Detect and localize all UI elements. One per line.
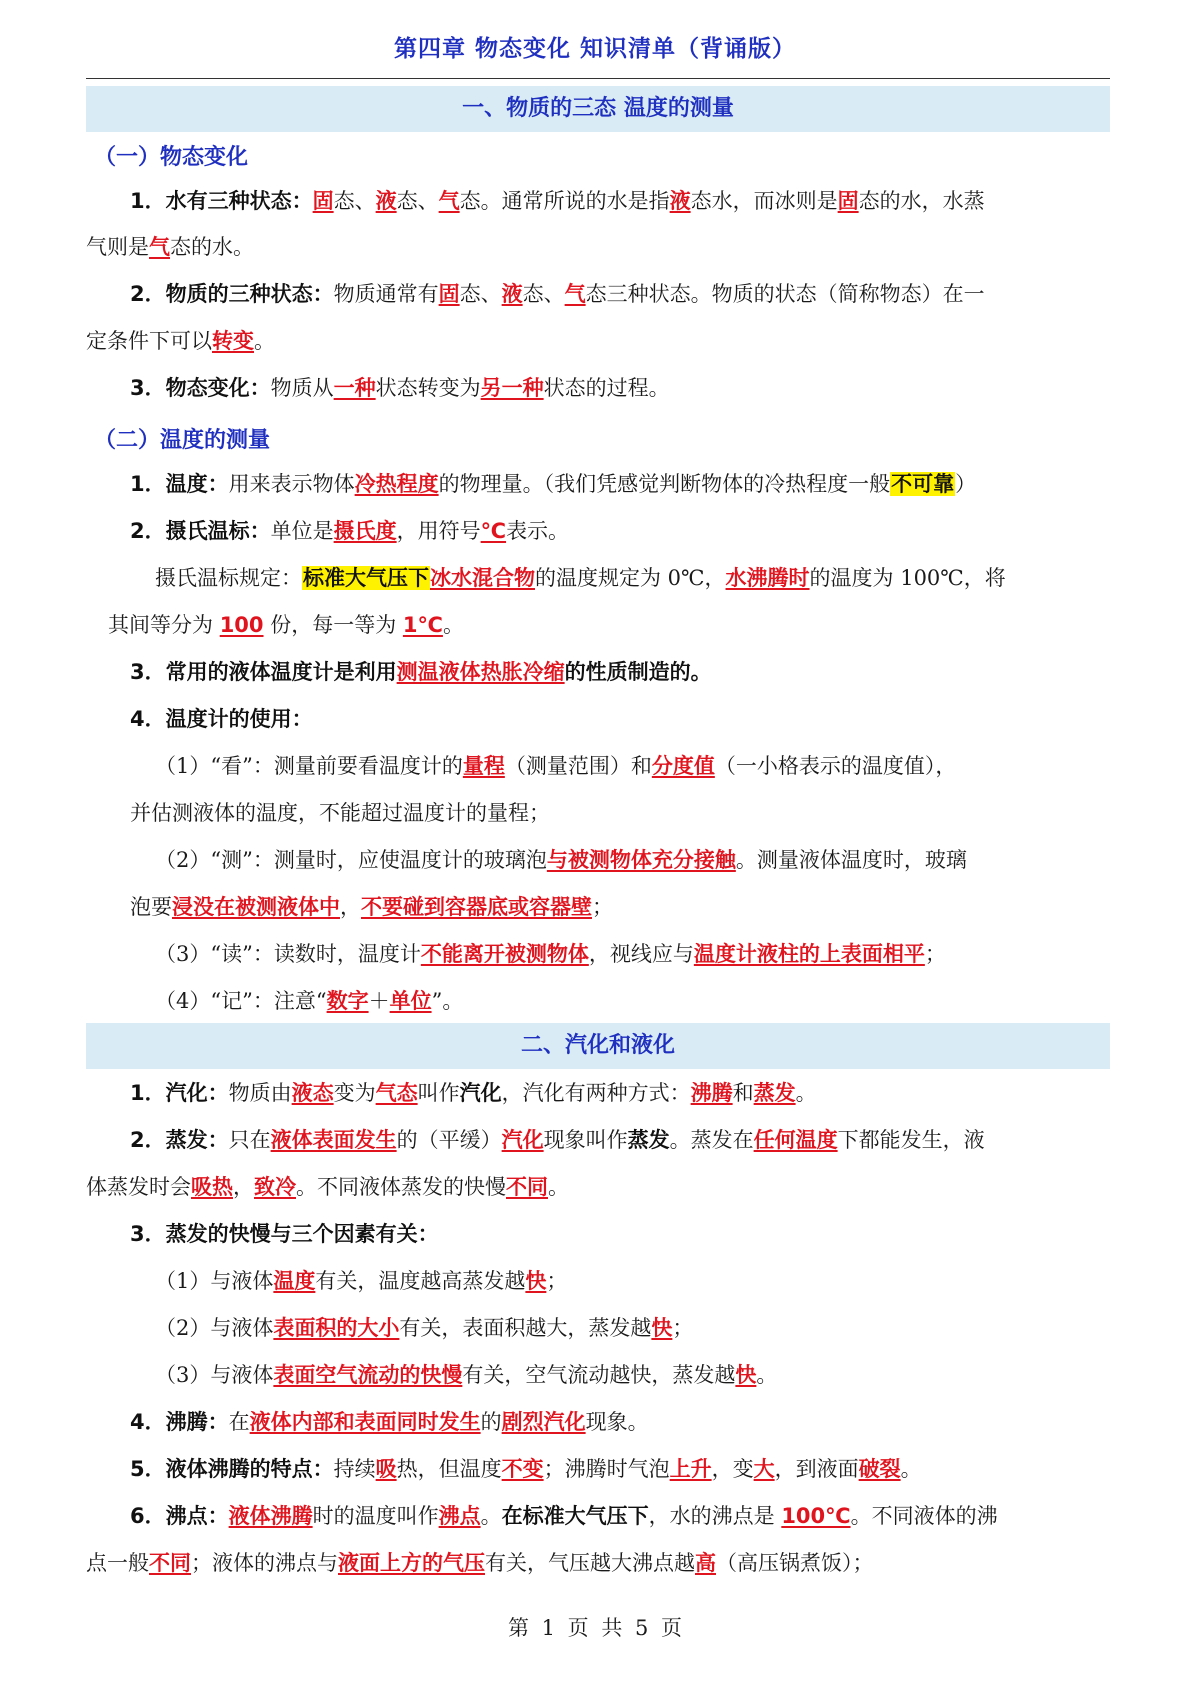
text-run: （测量范围）和 [504, 754, 652, 778]
keyword: 液体内部和表面同时发生 [249, 1410, 481, 1434]
keyword: 任何温度 [753, 1128, 838, 1152]
text-line [130, 516, 569, 546]
section-heading-1: 一、物质的三态 温度的测量 [86, 86, 1110, 132]
text-run: （2）“测”：测量时，应使温度计的玻璃泡 [155, 848, 547, 872]
keyword: 不同 [149, 1551, 191, 1575]
text-run: 。 [480, 1504, 502, 1528]
keyword: 剧烈汽化 [501, 1410, 586, 1434]
keyword: 1℃ [402, 613, 443, 637]
keyword: 水沸腾时 [725, 566, 810, 590]
text-run: 泡要 [130, 895, 172, 919]
keyword: 吸热 [191, 1175, 233, 1199]
keyword: 液态 [291, 1081, 334, 1105]
text-run: 份，每一等为 [263, 613, 403, 637]
keyword: 表面空气流动的快慢 [273, 1363, 463, 1387]
bold-term: 1．温度： [130, 472, 229, 496]
bold-term: 在标准大气压下 [501, 1504, 649, 1528]
text-line [130, 1125, 985, 1155]
keyword: 浸没在被测液体中 [172, 895, 340, 919]
text-line [155, 845, 967, 875]
keyword: 液 [501, 282, 523, 306]
text-run: （3）“读”：读数时，温度计 [155, 942, 421, 966]
text-run: ，变 [711, 1457, 754, 1481]
text-run: 。 [756, 1363, 778, 1387]
text-run: 。 [548, 1175, 569, 1199]
text-line [155, 563, 1006, 593]
keyword: 不变 [501, 1457, 544, 1481]
text-run: 态的水。 [170, 235, 254, 259]
text-run: ， [233, 1175, 254, 1199]
keyword: 100℃ [781, 1504, 851, 1528]
text-run: ”。 [431, 989, 464, 1013]
text-run: ；液体的沸点与 [191, 1551, 338, 1575]
keyword: 气态 [375, 1081, 418, 1105]
text-run: 现象叫作 [543, 1128, 628, 1152]
text-run: 。 [795, 1081, 817, 1105]
keyword: 液 [375, 189, 397, 213]
keyword: 不同 [506, 1175, 548, 1199]
keyword: 冷热程度 [354, 472, 439, 496]
text-run: 物质由 [228, 1081, 292, 1105]
text-line [130, 1407, 649, 1437]
text-run: 现象。 [585, 1410, 649, 1434]
text-line [130, 373, 670, 403]
text-line [130, 186, 985, 216]
text-run: 。不同液体蒸发的快慢 [296, 1175, 506, 1199]
text-run: 叫作 [417, 1081, 460, 1105]
text-run: ； [592, 895, 613, 919]
text-line [155, 1360, 777, 1390]
text-run: ， [340, 895, 361, 919]
text-run: 定条件下可以 [86, 329, 212, 353]
text-run: （1）“看”：测量前要看温度计的 [155, 754, 463, 778]
keyword: 与被测物体充分接触 [546, 848, 736, 872]
bold-term: 3．物态变化： [130, 376, 271, 400]
subsection-heading-2: （二）温度的测量 [94, 428, 271, 453]
bold-term: 2．蒸发： [130, 1128, 229, 1152]
bold-term: 1．汽化： [130, 1081, 229, 1105]
text-run: 并估测液体的温度，不能超过温度计的量程； [130, 801, 550, 825]
text-run: ，汽化有两种方式： [501, 1081, 691, 1105]
text-line [155, 1313, 693, 1343]
text-run: 有关，表面积越大，蒸发越 [399, 1316, 652, 1340]
keyword: 液 [669, 189, 691, 213]
keyword: 沸点 [438, 1504, 481, 1528]
text-run: 态、 [522, 282, 565, 306]
page-footer: 第 1 页 共 5 页 [507, 1616, 683, 1640]
highlight: 不可靠 [891, 472, 955, 496]
keyword: 气 [149, 235, 170, 259]
text-run: 态、 [333, 189, 376, 213]
keyword: 分度值 [651, 754, 715, 778]
text-run: 有关，温度越高蒸发越 [315, 1269, 526, 1293]
text-run: 的温度规定为 0℃， [535, 566, 726, 590]
text-run: 有关，空气流动越快，蒸发越 [462, 1363, 736, 1387]
text-run: ，水的沸点是 [648, 1504, 782, 1528]
keyword: 大 [753, 1457, 775, 1481]
bold-term: 6．沸点： [130, 1504, 229, 1528]
keyword: 固 [438, 282, 460, 306]
text-run: 态的水，水蒸 [858, 189, 985, 213]
bold-term: 2．物质的三种状态： [130, 282, 334, 306]
text-line [86, 326, 275, 356]
text-line [155, 939, 946, 969]
keyword: 表面积的大小 [273, 1316, 400, 1340]
bold-term: 5．液体沸腾的特点： [130, 1457, 334, 1481]
keyword: 高 [695, 1551, 716, 1575]
text-run: （高压锅煮饭）； [716, 1551, 874, 1575]
text-line [130, 892, 613, 922]
keyword: 摄氏度 [333, 519, 397, 543]
text-line [86, 232, 254, 262]
text-run: 。测量液体温度时，玻璃 [735, 848, 967, 872]
text-run: 持续 [333, 1457, 376, 1481]
text-line [130, 279, 985, 309]
text-run: 的（平缓） [396, 1128, 502, 1152]
text-line [130, 469, 976, 499]
text-run: 下都能发生，液 [837, 1128, 985, 1152]
page-title: 第四章 物态变化 知识清单（背诵版） [393, 36, 796, 62]
text-run: ；沸腾时气泡 [543, 1457, 670, 1481]
keyword: 数字 [326, 989, 369, 1013]
text-run: 态、 [459, 282, 502, 306]
text-run: 态、 [396, 189, 439, 213]
text-line [155, 1266, 567, 1296]
text-line [86, 1172, 569, 1202]
text-run: 态三种状态。物质的状态（简称物态）在一 [585, 282, 985, 306]
text-run: ； [924, 942, 946, 966]
title-divider [86, 78, 1110, 79]
text-run: 物质从 [270, 376, 334, 400]
keyword: 快 [735, 1363, 757, 1387]
text-run: 的温度为 100℃，将 [809, 566, 1006, 590]
text-line [130, 1454, 922, 1484]
text-run: 用来表示物体 [228, 472, 355, 496]
text-line [130, 1219, 439, 1249]
text-run: （4）“记”：注意“ [155, 989, 327, 1013]
keyword: 100 [219, 613, 264, 637]
keyword: 不要碰到容器底或容器壁 [361, 895, 592, 919]
text-run: 状态的过程。 [543, 376, 670, 400]
keyword: 气 [564, 282, 586, 306]
text-line [130, 1501, 998, 1531]
keyword: 快 [651, 1316, 673, 1340]
text-run: 在 [228, 1410, 250, 1434]
text-run: 点一般 [86, 1551, 149, 1575]
text-run: 有关，气压越大沸点越 [485, 1551, 695, 1575]
text-run: （1）与液体 [155, 1269, 274, 1293]
keyword: 上升 [669, 1457, 712, 1481]
text-run: ，到液面 [774, 1457, 859, 1481]
text-line [155, 751, 956, 781]
bold-term: 2．摄氏温标： [130, 519, 271, 543]
text-run: 物质通常有 [333, 282, 439, 306]
keyword: ℃ [480, 519, 507, 543]
text-run: 。 [900, 1457, 922, 1481]
keyword: 测温液体热胀冷缩 [396, 660, 565, 684]
text-run: （3）与液体 [155, 1363, 274, 1387]
bold-term: 3．常用的液体温度计是利用 [130, 660, 397, 684]
text-line [130, 704, 313, 734]
text-run: 变为 [333, 1081, 376, 1105]
text-run: 体蒸发时会 [86, 1175, 191, 1199]
keyword: 吸 [375, 1457, 397, 1481]
bold-term: 1．水有三种状态： [130, 189, 313, 213]
text-run: ； [546, 1269, 568, 1293]
keyword: 单位 [389, 989, 432, 1013]
text-run: 态。通常所说的水是指 [459, 189, 670, 213]
keyword: 温度计液柱的上表面相平 [693, 942, 925, 966]
highlight: 标准大气压下 [303, 566, 429, 590]
keyword: 固 [312, 189, 334, 213]
keyword: 液面上方的气压 [338, 1551, 485, 1575]
keyword: 蒸发 [753, 1081, 796, 1105]
text-run: 时的温度叫作 [312, 1504, 439, 1528]
text-run: （2）与液体 [155, 1316, 274, 1340]
keyword: 固 [837, 189, 859, 213]
text-run: 的物理量。（我们凭感觉判断物体的冷热程度一般 [438, 472, 891, 496]
text-run: 。 [254, 329, 275, 353]
text-run: 态水，而冰则是 [690, 189, 838, 213]
keyword: 液体沸腾 [228, 1504, 313, 1528]
text-run: 状态转变为 [375, 376, 481, 400]
keyword: 破裂 [858, 1457, 901, 1481]
bold-term: 3．蒸发的快慢与三个因素有关： [130, 1222, 439, 1246]
text-line [130, 1078, 817, 1108]
bold-term: 的性质制造的。 [564, 660, 712, 684]
bold-term: 蒸发 [627, 1128, 670, 1152]
bold-term: 汽化 [459, 1081, 502, 1105]
text-run: 表示。 [506, 519, 570, 543]
text-run: 气则是 [86, 235, 149, 259]
keyword: 快 [525, 1269, 547, 1293]
keyword: 另一种 [480, 376, 544, 400]
keyword: 量程 [462, 754, 505, 778]
text-line [86, 1548, 874, 1578]
text-run: 的 [480, 1410, 502, 1434]
keyword: 一种 [333, 376, 376, 400]
keyword: 液体表面发生 [270, 1128, 397, 1152]
bold-term: 4．温度计的使用： [130, 707, 313, 731]
keyword: 沸腾 [690, 1081, 733, 1105]
section-heading-2: 二、汽化和液化 [86, 1023, 1110, 1069]
keyword: 气 [438, 189, 460, 213]
text-line [108, 610, 464, 640]
text-run: ，用符号 [396, 519, 481, 543]
text-run: ； [672, 1316, 694, 1340]
text-run: 。不同液体的沸 [850, 1504, 998, 1528]
text-run: （一小格表示的温度值）， [714, 754, 957, 778]
text-line [130, 657, 712, 687]
text-run: ） [955, 472, 977, 496]
subsection-heading-1: （一）物态变化 [94, 145, 249, 170]
keyword: 不能离开被测物体 [420, 942, 589, 966]
text-run: 单位是 [270, 519, 334, 543]
text-run: 。蒸发在 [669, 1128, 754, 1152]
text-run: 。 [442, 613, 464, 637]
text-run: ＋ [368, 989, 390, 1013]
text-run: 热，但温度 [396, 1457, 502, 1481]
text-line [130, 798, 550, 828]
text-run: 摄氏温标规定： [155, 566, 302, 590]
bold-term: 4．沸腾： [130, 1410, 229, 1434]
keyword: 冰水混合物 [430, 566, 535, 590]
keyword: 致冷 [254, 1175, 296, 1199]
keyword: 转变 [212, 329, 254, 353]
text-run: 其间等分为 [108, 613, 220, 637]
keyword: 汽化 [501, 1128, 544, 1152]
text-run: 只在 [228, 1128, 271, 1152]
text-run: 和 [732, 1081, 754, 1105]
keyword: 温度 [273, 1269, 316, 1293]
text-line [155, 986, 463, 1016]
text-run: ，视线应与 [588, 942, 694, 966]
